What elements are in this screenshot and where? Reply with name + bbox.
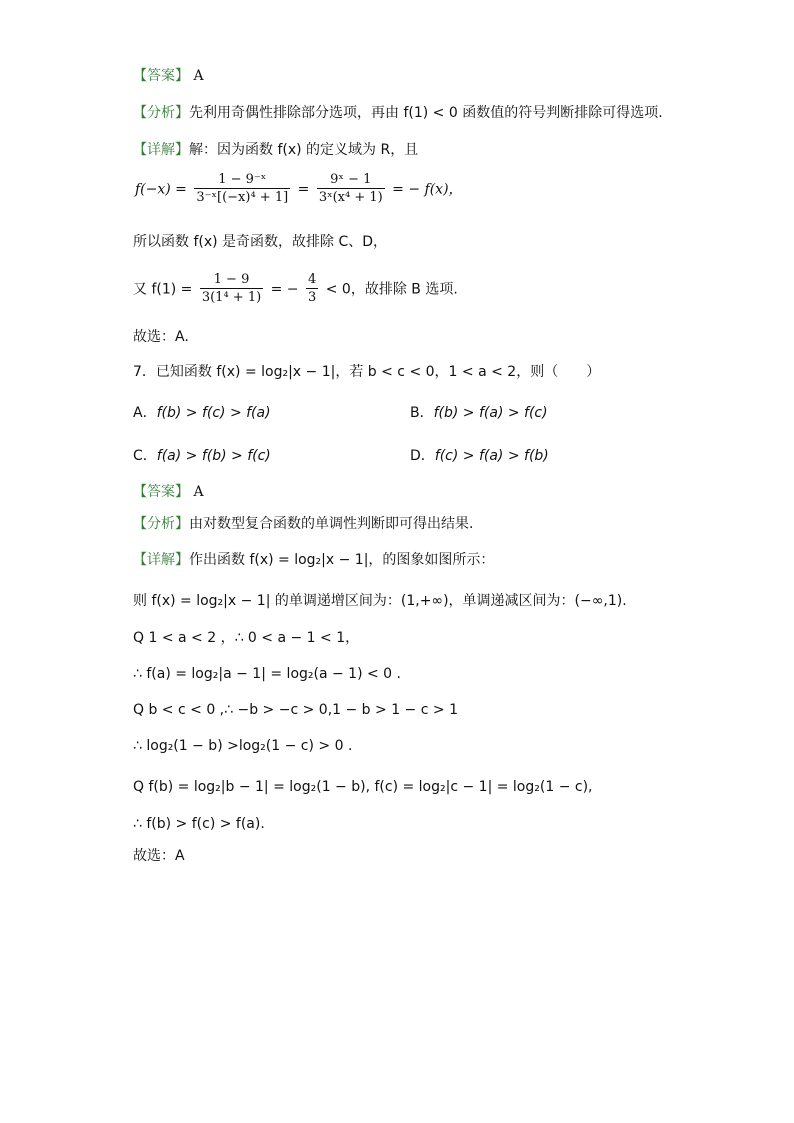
q7-detail-line-2: 则 f(x) = log₂|x − 1| 的单调递增区间为：(1,+∞)，单调递减区间为：(−∞,1). [133, 593, 627, 609]
equation-odd-function: f(−x) = $\frac{\text{1 − 9⁻ˣ}}{\text{3⁻ˣ[(−x)⁴ + 1]}}$ = $\frac{\text{9ˣ − 1}}{\text{3ˣ(x⁴ + 1)}}$ = − f(x)， [135, 172, 463, 205]
prev-final-answer: 故选：A. [133, 329, 189, 345]
answer-tag: 【答案】 [133, 68, 189, 84]
prev-analysis-line: 【分析】先利用奇偶性排除部分选项，再由 f(1) < 0 函数值的符号判断排除可得选项. [133, 105, 663, 121]
prev-detail-intro-line: 【详解】解：因为函数 f(x) 的定义域为 R，且 [133, 142, 419, 158]
analysis-text: 先利用奇偶性排除部分选项，再由 f(1) < 0 函数值的符号判断排除可得选项. [189, 105, 663, 121]
choice-b: B．f(b) > f(a) > f(c) [410, 405, 548, 421]
detail-tag: 详解 [147, 142, 175, 158]
detail-intro: 解：因为函数 f(x) 的定义域为 R，且 [189, 142, 419, 158]
answer-value: A [193, 68, 204, 84]
fraction: $\frac{1 - 9}{\text{3(1⁴ + 1)}}$ [201, 272, 262, 305]
fraction: $\frac{4}{3}$ [308, 272, 317, 305]
answer-tag: 答案 [147, 484, 175, 500]
q7-detail-line-6: ∴ log₂(1 − b) >log₂(1 − c) > 0 . [133, 738, 353, 754]
choice-d: D．f(c) > f(a) > f(b) [410, 448, 549, 464]
q7-detail-line-8: ∴ f(b) > f(c) > f(a). [133, 816, 265, 832]
q7-detail-line-1: 【详解】作出函数 f(x) = log₂|x − 1|，的图象如图所示： [133, 552, 495, 568]
q7-answer-line: 【答案】 A [133, 484, 204, 500]
prev-answer-line [133, 66, 204, 86]
fraction: $\frac{\text{1 − 9⁻ˣ}}{\text{3⁻ˣ[(−x)⁴ + 1]}}$ [196, 172, 289, 205]
q7-detail-line-7: Q f(b) = log₂|b − 1| = log₂(1 − b), f(c) = log₂|c − 1| = log₂(1 − c), [133, 779, 593, 795]
q7-detail-line-4: ∴ f(a) = log₂|a − 1| = log₂(a − 1) < 0 . [133, 666, 401, 682]
equation-f1: 又 f(1) = $\frac{1 - 9}{\text{3(1⁴ + 1)}}$ = − $\frac{4}{3}$ < 0，故排除 B 选项. [133, 272, 458, 305]
q7-detail-line-5: Q b < c < 0 ,∴ −b > −c > 0,1 − b > 1 − c > 1 [133, 702, 458, 718]
question-7-stem: 7．已知函数 f(x) = log₂|x − 1|，若 b < c < 0，1 < a < 2，则（ ） [133, 364, 601, 380]
q7-analysis-line: 【分析】由对数型复合函数的单调性判断即可得出结果. [133, 516, 474, 532]
q7-final-answer: 故选：A [133, 848, 185, 864]
q7-detail-line-3: Q 1 < a < 2 ，∴ 0 < a − 1 < 1， [133, 630, 360, 646]
analysis-tag: 分析 [147, 105, 175, 121]
analysis-text: 由对数型复合函数的单调性判断即可得出结果. [189, 516, 474, 532]
choice-c: C．f(a) > f(b) > f(c) [133, 448, 271, 464]
odd-function-conclusion: 所以函数 f(x) 是奇函数，故排除 C、D， [133, 234, 388, 250]
fraction: $\frac{\text{9ˣ − 1}}{\text{3ˣ(x⁴ + 1)}}$ [318, 172, 383, 205]
answer-value: A [193, 484, 204, 500]
analysis-tag: 分析 [147, 516, 175, 532]
detail-tag: 详解 [147, 552, 175, 568]
choice-a: A．f(b) > f(c) > f(a) [133, 405, 271, 421]
